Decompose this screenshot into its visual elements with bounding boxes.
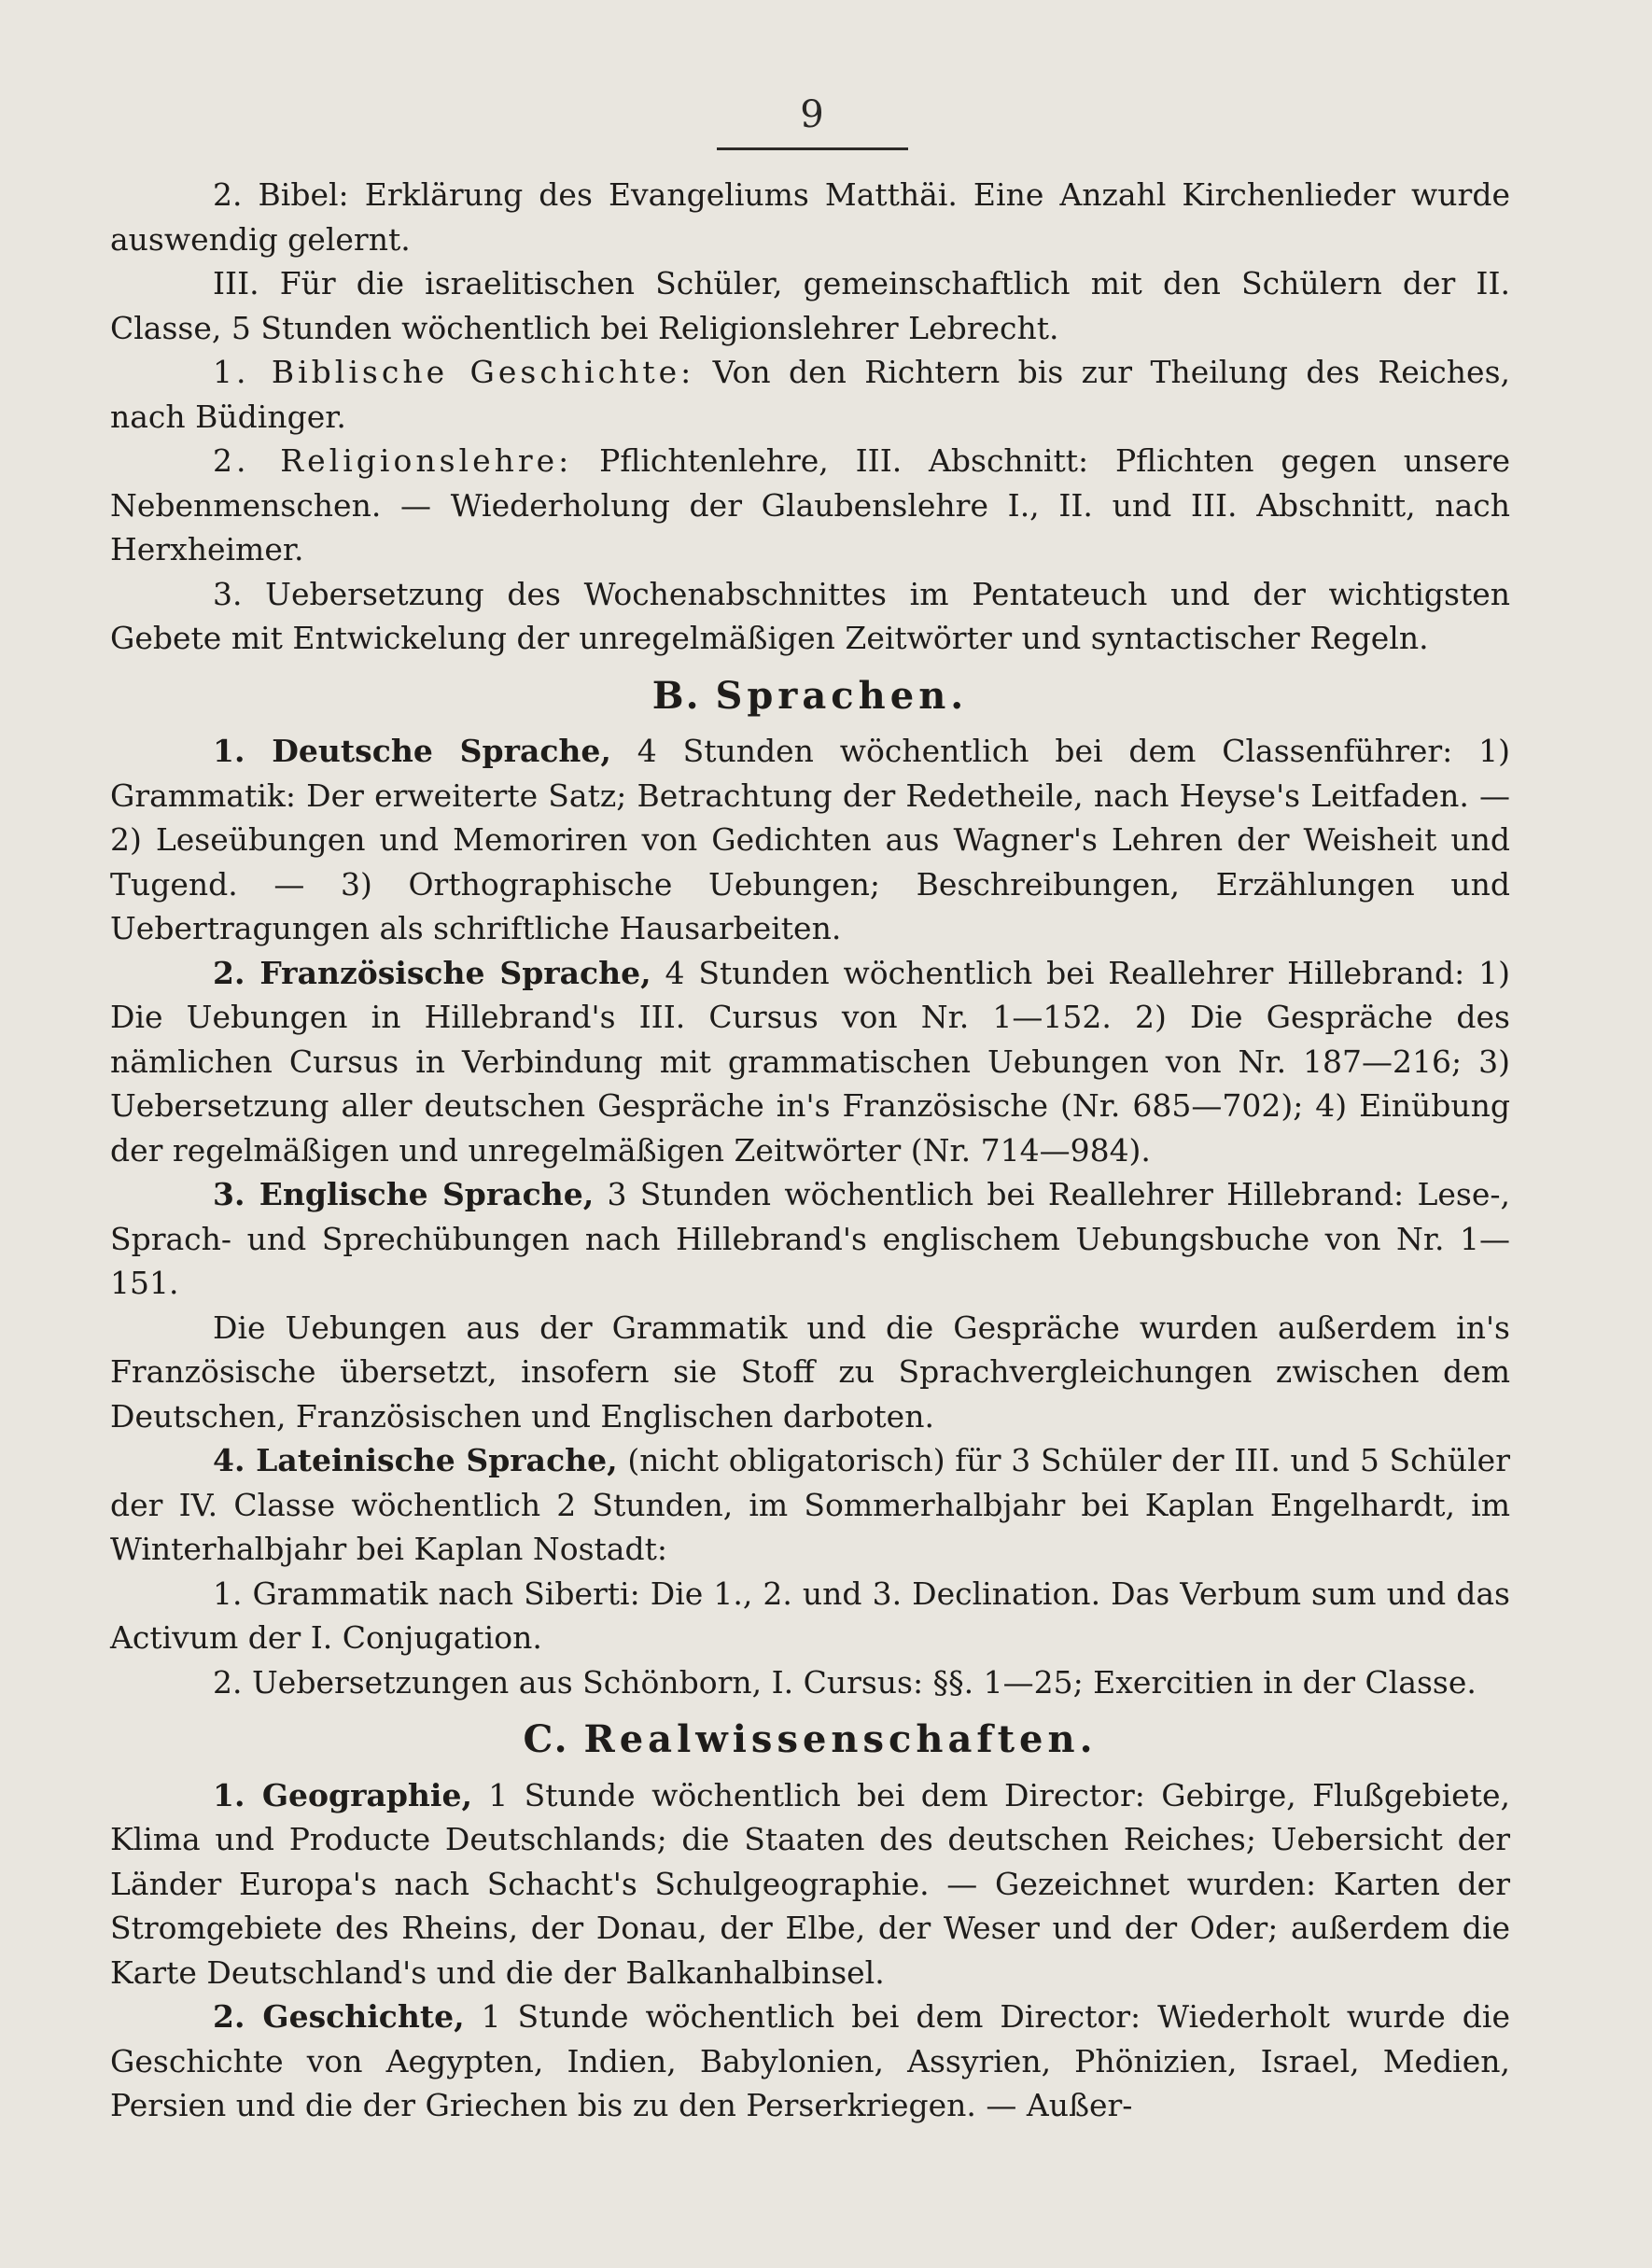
section-title: Realwissenschaften. — [583, 1717, 1098, 1761]
subject-heading: 1. Deutsche Sprache, — [213, 733, 611, 769]
paragraph-franzoesische-sprache — [110, 951, 1510, 1173]
paragraph-religionslehre — [110, 439, 1510, 572]
paragraph-uebungen-uebersetzt: Die Uebungen aus der Grammatik und die Gespräche wurden außerdem in's Französische übersetzt, insofern sie Stoff zu Sprachvergleichungen zwischen dem Deutschen, Französischen und Englischen darboten. — [110, 1309, 1510, 1435]
subject-text: 1 Stunde wöchentlich bei dem Director: Wiederholt wurde die Geschichte von Aegypten, Indien, Babylonien, Assyrien, Phönizien, Israel, Medien, Persien und die der Griechen bis zu den Perserkriegen. — Außer- — [110, 1998, 1510, 2123]
paragraph-englische-sprache — [110, 1172, 1510, 1306]
subject-text: 3 Stunden wöchentlich bei Reallehrer Hillebrand: Lese-, Sprach- und Sprechübungen nach Hillebrand's englischem Uebungsbuche von Nr. 1—151. — [110, 1176, 1511, 1301]
subject-text: (nicht obligatorisch) für 3 Schüler der III. und 5 Schüler der IV. Classe wöchentlich 2 Stunden, im Sommerhalbjahr bei Kaplan Engelhardt, im Winterhalbjahr bei Kaplan Nostadt: — [110, 1442, 1510, 1567]
subject-text: 4 Stunden wöchentlich bei dem Classenführer: 1) Grammatik: Der erweiterte Satz; Betrachtung der Redetheile, nach Heyse's Leitfaden. — 2) Leseübungen und Memoriren von Gedichten aus Wagner's Lehren der Weisheit und Tugend. — 3) Orthographische Uebungen; Beschreibungen, Erzählungen und Uebertragungen als schriftliche Hausarbeiten. — [110, 733, 1510, 946]
section-heading-realwissenschaften — [110, 1717, 1510, 1762]
subject-heading: 4. Lateinische Sprache, — [213, 1442, 618, 1478]
paragraph-latein-uebersetzungen: 2. Uebersetzungen aus Schönborn, I. Cursus: §§. 1—25; Exercitien in der Classe. — [213, 1663, 1477, 1701]
subject-text: Pflichtenlehre, III. Abschnitt: Pflichten gegen unsere Nebenmenschen. — Wiederholung der Glaubenslehre I., II. und III. Abschnitt, nach Herxheimer. — [110, 442, 1510, 567]
subject-text: Von den Richtern bis zur Theilung des Reiches, nach Büdinger. — [110, 354, 1510, 435]
subject-heading: 1. Geographie, — [213, 1776, 472, 1813]
paragraph-israelitische-schueler: III. Für die israelitischen Schüler, gemeinschaftlich mit den Schülern der II. Classe, 5 Stunden wöchentlich bei Religionslehrer Lebrecht. — [110, 265, 1510, 346]
section-letter: C. — [523, 1717, 569, 1761]
paragraph-bibel: 2. Bibel: Erklärung des Evangeliums Matthäi. Eine Anzahl Kirchenlieder wurde auswendig gelernt. — [110, 176, 1510, 258]
page-number-rule — [717, 147, 908, 150]
page-body — [110, 173, 1510, 2128]
subject-label: 1. Biblische Geschichte: — [213, 354, 695, 390]
subject-text: 4 Stunden wöchentlich bei Reallehrer Hillebrand: 1) Die Uebungen in Hillebrand's III. Cursus von Nr. 1—152. 2) Die Gespräche des nämlichen Cursus in Verbindung mit grammatischen Uebungen von Nr. 187—216; 3) Uebersetzung aller deutschen Gespräche in's Französische (Nr. 685—702); 4) Einübung der regelmäßigen und unregelmäßigen Zeitwörter (Nr. 714—984). — [110, 954, 1510, 1169]
subject-heading: 2. Geschichte, — [213, 1998, 465, 2035]
subject-heading: 3. Englische Sprache, — [213, 1176, 595, 1212]
paragraph-geschichte — [110, 1995, 1510, 2128]
subject-label: 2. Religionslehre: — [213, 442, 573, 479]
paragraph-uebersetzung-pentateuch: 3. Uebersetzung des Wochenabschnittes im Pentateuch und der wichtigsten Gebete mit Entwickelung der unregelmäßigen Zeitwörter und syntactischer Regeln. — [110, 575, 1510, 656]
page-number: 9 — [800, 93, 824, 136]
section-letter: B. — [651, 673, 701, 718]
paragraph-lateinische-sprache — [110, 1438, 1510, 1572]
subject-text: 1 Stunde wöchentlich bei dem Director: Gebirge, Flußgebiete, Klima und Producte Deutschlands; die Staaten des deutschen Reiches; Uebersicht der Länder Europa's nach Schacht's Schulgeographie. — Gezeichnet wurden: Karten der Stromgebiete des Rheins, der Donau, der Elbe, der Weser und der Oder; außerdem die Karte Deutschland's und die der Balkanhalbinsel. — [110, 1776, 1510, 1991]
paragraph-latein-grammatik: 1. Grammatik nach Siberti: Die 1., 2. und 3. Declination. Das Verbum sum und das Activum der I. Conjugation. — [110, 1575, 1510, 1656]
subject-heading: 2. Französische Sprache, — [213, 954, 651, 991]
paragraph-deutsche-sprache — [110, 729, 1510, 951]
paragraph-geographie — [110, 1773, 1510, 1995]
section-heading-sprachen — [110, 674, 1510, 719]
section-title: Sprachen. — [715, 673, 969, 718]
paragraph-biblische-geschichte — [110, 350, 1510, 439]
